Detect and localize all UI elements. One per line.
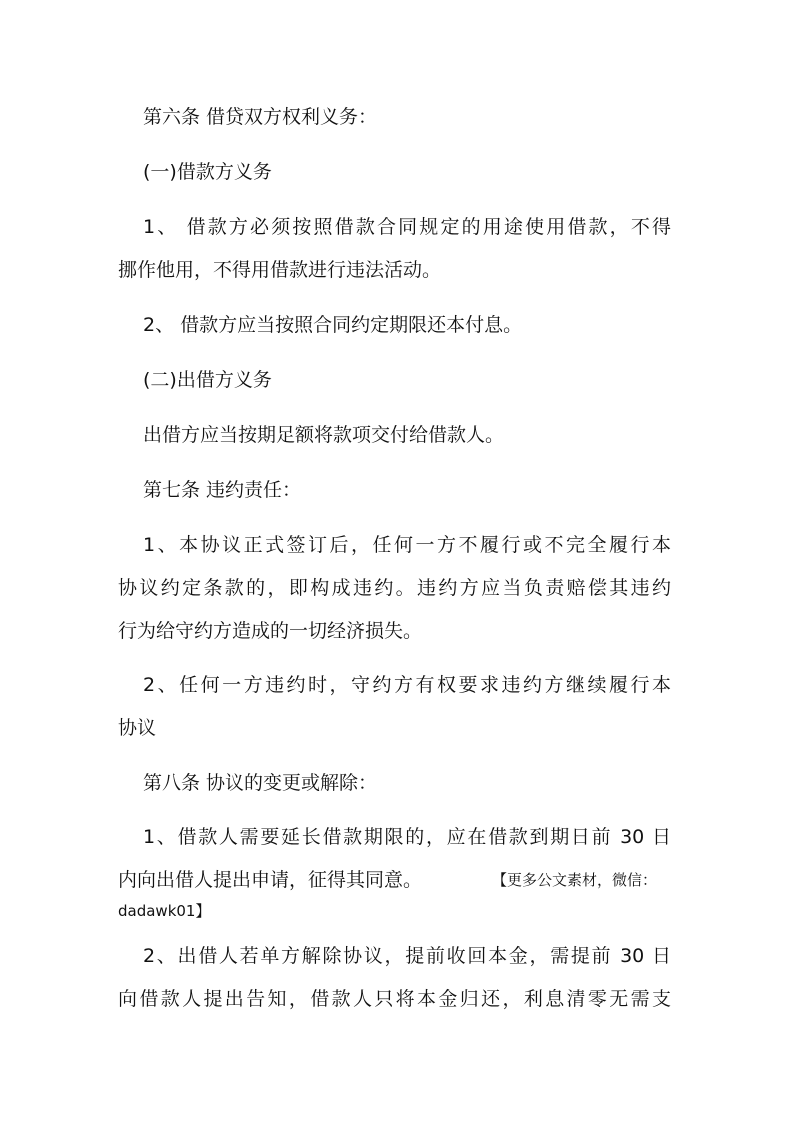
change-2-line-2: 向借款人提出告知，借款人只将本金归还，利息清零无需支 [118,988,671,1010]
lender-obligations-heading: (二)出借方义务 [143,369,272,391]
lender-obligation: 出借方应当按期足额将款项交付给借款人。 [143,424,505,446]
article-7-heading: 第七条 违约责任： [143,479,302,501]
liability-1-line-3: 行为给守约方造成的一切经济损失。 [118,620,423,642]
liability-1-line-2: 协议约定条款的，即构成违约。违约方应当负责赔偿其违约 [118,577,671,599]
borrower-obligation-1-line-2: 挪作他用，不得用借款进行违法活动。 [118,259,442,281]
liability-1-line-1: 1、本协议正式签订后，任何一方不履行或不完全履行本 [143,534,671,556]
article-8-heading: 第八条 协议的变更或解除： [143,772,378,794]
liability-2-line-2: 协议 [118,717,157,739]
change-2-line-1: 2、出借人若单方解除协议，提前收回本金，需提前 30 日 [143,945,671,967]
borrower-obligation-2: 2、 借款方应当按照合同约定期限还本付息。 [143,314,523,336]
change-1-line-2: 内向出借人提出申请，征得其同意。 [118,869,423,891]
promo-note-line-1: 【更多公文素材，微信： [492,871,658,889]
promo-note-line-2: dadawk01】 [118,902,211,920]
borrower-obligation-1-line-1: 1、 借款方必须按照借款合同规定的用途使用借款，不得 [143,216,671,238]
change-1-line-1: 1、借款人需要延长借款期限的，应在借款到期日前 30 日 [143,826,671,848]
article-6-heading: 第六条 借贷双方权利义务： [143,106,378,128]
liability-2-line-1: 2、任何一方违约时，守约方有权要求违约方继续履行本 [143,674,671,696]
borrower-obligations-heading: (一)借款方义务 [143,161,272,183]
